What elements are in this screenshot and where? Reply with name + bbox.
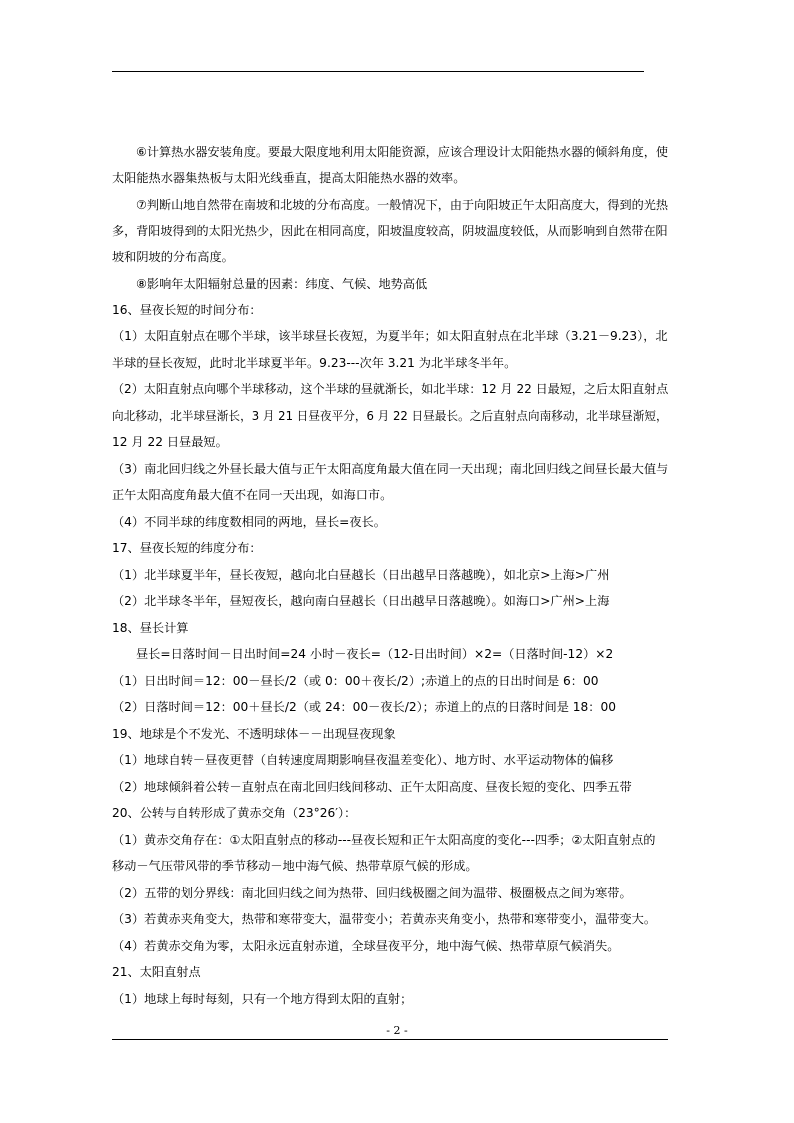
text-line: ⑧影响年太阳辐射总量的因素：纬度、气候、地势高低: [136, 277, 428, 291]
text-line: （4）若黄赤交角为零，太阳永远直射赤道，全球昼夜平分，地中海气候、热带草原气候消失。: [112, 939, 620, 953]
text-line: （2）五带的划分界线：南北回归线之间为热带、回归线极圈之间为温带、极圈极点之间为寒带。: [112, 886, 632, 900]
section-heading: 20、公转与自转形成了黄赤交角（23°26′）：: [112, 806, 357, 820]
text-line: （1）日出时间＝12：00－昼长/2（或 0：00＋夜长/2）;赤道上的点的日出时间是 6：00: [112, 674, 599, 688]
text-line: （2）日落时间＝12：00＋昼长/2（或 24：00－夜长/2）；赤道上的点的日落时间是 18：00: [112, 700, 616, 714]
text-line: （1）太阳直射点在哪个半球，该半球昼长夜短，为夏半年；如太阳直射点在北半球（3.21－9.23），北: [112, 329, 668, 343]
text-line: （1）北半球夏半年，昼长夜短，越向北白昼越长（日出越早日落越晚），如北京>上海>广州: [112, 568, 610, 582]
section-heading: 18、昼长计算: [112, 621, 189, 635]
section-heading: 21、太阳直射点: [112, 965, 201, 979]
footer-rule: [112, 1039, 668, 1040]
text-line: 12 月 22 日昼最短。: [112, 435, 228, 449]
text-line: 移动－气压带风带的季节移动－地中海气候、热带草原气候的形成。: [112, 859, 478, 873]
text-line: 多，背阳坡得到的太阳光热少，因此在相同高度，阳坡温度较高，阴坡温度较低，从而影响到自然带在阳: [112, 224, 668, 238]
text-line: ⑦判断山地自然带在南坡和北坡的分布高度。一般情况下，由于向阳坡正午太阳高度大，得到的光热: [136, 198, 669, 212]
section-heading: 17、昼夜长短的纬度分布：: [112, 541, 262, 555]
header-rule: [112, 71, 644, 72]
text-line: 半球的昼长夜短，此时北半球夏半年。9.23---次年 3.21 为北半球冬半年。: [112, 356, 517, 370]
text-line: （3）若黄赤夹角变大，热带和寒带变大，温带变小；若黄赤夹角变小，热带和寒带变小，温带变大。: [112, 912, 657, 926]
text-line: ⑥计算热水器安装角度。要最大限度地利用太阳能资源，应该合理设计太阳能热水器的倾斜角度，使: [136, 145, 669, 159]
text-line: （2）太阳直射点向哪个半球移动，这个半球的昼就渐长，如北半球：12 月 22 日最短，之后太阳直射点: [112, 382, 669, 396]
text-line: 向北移动，北半球昼渐长，3 月 21 日昼夜平分，6 月 22 日昼最长。之后直射点向南移动，北半球昼渐短，: [112, 409, 668, 423]
text-line: （2）地球倾斜着公转－直射点在南北回归线间移动、正午太阳高度、昼夜长短的变化、四季五带: [112, 780, 632, 794]
section-heading: 19、地球是个不发光、不透明球体－－出现昼夜现象: [112, 727, 396, 741]
text-line: 正午太阳高度角最大值不在同一天出现，如海口市。: [112, 488, 393, 502]
text-line: （1）黄赤交角存在：①太阳直射点的移动---昼夜长短和正午太阳高度的变化---四季；②太阳直射点的: [112, 833, 656, 847]
text-line: （1）地球自转－昼夜更替（自转速度周期影响昼夜温差变化）、地方时、水平运动物体的偏移: [112, 753, 614, 767]
text-line: 坡和阴坡的分布高度。: [112, 250, 234, 264]
section-heading: 16、昼夜长短的时间分布：: [112, 303, 262, 317]
text-line: （2）北半球冬半年，昼短夜长，越向南白昼越长（日出越早日落越晚）。如海口>广州>上海: [112, 594, 610, 608]
formula-line: 昼长=日落时间－日出时间=24 小时－夜长=（12-日出时间）×2=（日落时间-12）×2: [136, 647, 614, 661]
text-line: 太阳能热水器集热板与太阳光线垂直，提高太阳能热水器的效率。: [112, 171, 466, 185]
page-number: - 2 -: [386, 1024, 408, 1037]
text-line: （4）不同半球的纬度数相同的两地，昼长=夜长。: [112, 515, 386, 529]
text-line: （1）地球上每时每刻，只有一个地方得到太阳的直射；: [112, 992, 413, 1006]
text-line: （3）南北回归线之外昼长最大值与正午太阳高度角最大值在同一天出现；南北回归线之间昼长最大值与: [112, 462, 669, 476]
